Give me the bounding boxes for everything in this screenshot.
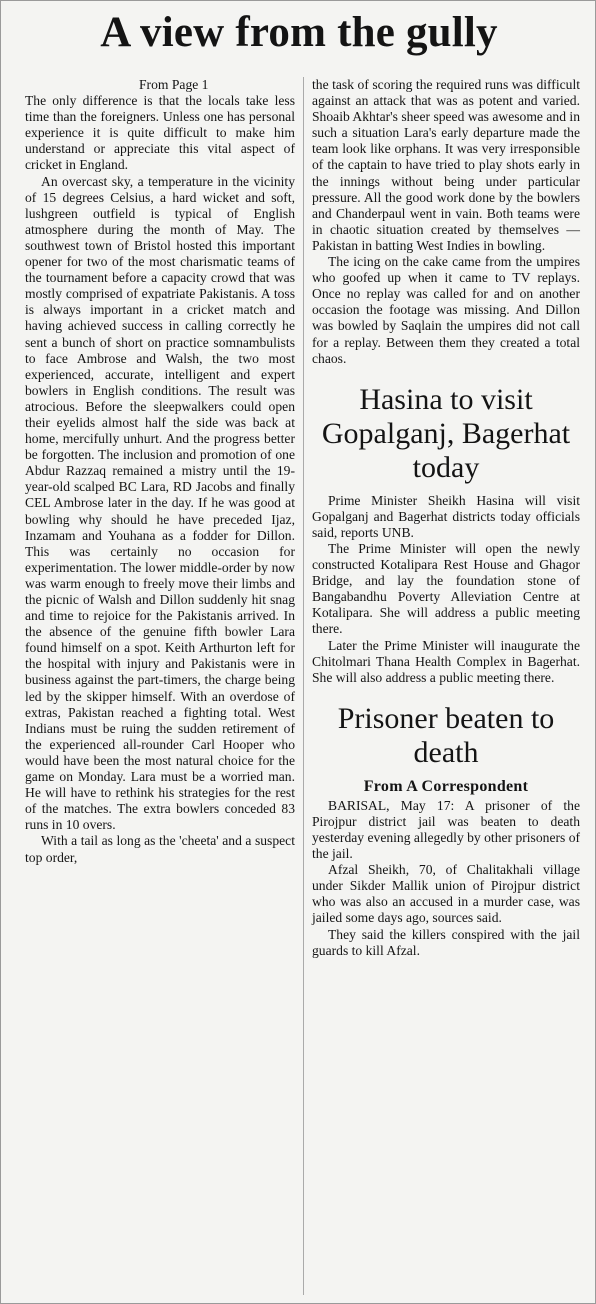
body-paragraph: An overcast sky, a temperature in the vicinity of 15 degrees Celsius, a hard wicket and soft, lushgreen outfield is typical of English atmosphere during the month of May. The southwest town of Bristol hosted this important opener for two of the most charismatic teams of the tournament before a capacity crowd that was mostly comprised of expatriate Pakistanis. A toss is always important in a cricket match and having achieved success in calling correctly he sent a bunch of short on practice somnambulists to face Ambrose and Walsh, the two most experienced, accurate, intelligent and expert bowlers in English conditions. The result was atrocious. Before the sleepwalkers could open their eyelids almost half the side was back at home, mercifully unhurt. And the progress better be forgotten. The inclusion and promotion of one Abdur Razzaq remained a mistry until the 19-year-old scalped BC Lara, RD Jacobs and finally CEL Ambrose later in the day. If he was good at bowling why should he have preceded Ijaz, Inzamam and Youhana as a fodder for Dillon. This was certainly no occasion for experimentation. The lower middle-order by now was warm enough to freely move their limbs and the picnic of Walsh and Dillon suddenly hit snag and time to rejoice for the Pakistanis arrived. In the absence of the genuine fifth bowler Lara found himself on a spot. Keith Arthurton left for the hospital with injury and Pakistanis were in business against the part-timers, the charge being led by the skipper himself. With an overdose of extras, Pakistan reached a fighting total. West Indians must be ruing the sudden retirement of the experienced all-rounder Carl Hooper who would have been the most natural choice for the game on Monday. Lara must be a worried man. He will have to rethink his strategies for the rest of the matches. The extra bowlers conceded 83 runs in 10 overs. [25, 173, 295, 833]
body-paragraph: They said the killers conspired with the jail guards to kill Afzal. [312, 926, 580, 958]
body-paragraph: The Prime Minister will open the newly constructed Kotalipara Rest House and Ghagor Bridge, and lay the foundation stone of Bangabandhu Poverty Alleviation Centre at Kotalipara. She will address a public meeting there. [312, 540, 580, 637]
left-column [25, 77, 295, 866]
body-paragraph: The only difference is that the locals take less time than the foreigners. Unless one has personal experience it is quite difficult to make him understand or appreciate this vital aspect of cricket in England. [25, 93, 295, 173]
headline-masthead: A view from the gully [100, 9, 498, 56]
body-paragraph: Prime Minister Sheikh Hasina will visit Gopalganj and Bagerhat districts today officials said, reports UNB. [312, 492, 580, 540]
body-paragraph: With a tail as long as the 'cheeta' and a suspect top order, [25, 833, 295, 865]
body-paragraph: Afzal Sheikh, 70, of Chalitakhali village under Sikder Mallik union of Pirojpur district who was also an accused in a murder case, was jailed some days ago, sources said. [312, 862, 580, 926]
jump-line: From Page 1 [139, 77, 209, 92]
right-column [312, 77, 580, 959]
story-headline-hasina: Hasina to visit Gopalganj, Bagerhat today [321, 382, 571, 484]
body-paragraph: BARISAL, May 17: A prisoner of the Pirojpur district jail was beaten to death yesterday evening allegedly by other prisoners of the jail. [312, 797, 581, 862]
story-headline-prisoner: Prisoner beaten to death [337, 701, 555, 769]
byline: From A Correspondent [363, 777, 529, 795]
column-rule [303, 77, 304, 1295]
body-paragraph: the task of scoring the required runs was difficult against an attack that was as potent and varied. Shoaib Akhtar's sheer speed was awesome and in such a situation Lara's early departure made the team look like orphans. It was very irresponsible of the captain to have tried to play shots early in the innings without being under particular pressure. All the good work done by the bowlers and Chanderpaul went in vain. Both teams were in chaotic situation created by themselves — Pakistan in batting West Indies in bowling. [312, 77, 580, 253]
body-paragraph: Later the Prime Minister will inaugurate the Chitolmari Thana Health Complex in Bagerhat. She will also address a public meeting there. [312, 637, 580, 685]
body-paragraph: The icing on the cake came from the umpires who goofed up when it came to TV replays. Once no replay was called for and on another occasion the footage was missing. And Dillon was bowled by Saqlain the umpires did not call for a replay. Between them they created a total chaos. [312, 254, 580, 366]
